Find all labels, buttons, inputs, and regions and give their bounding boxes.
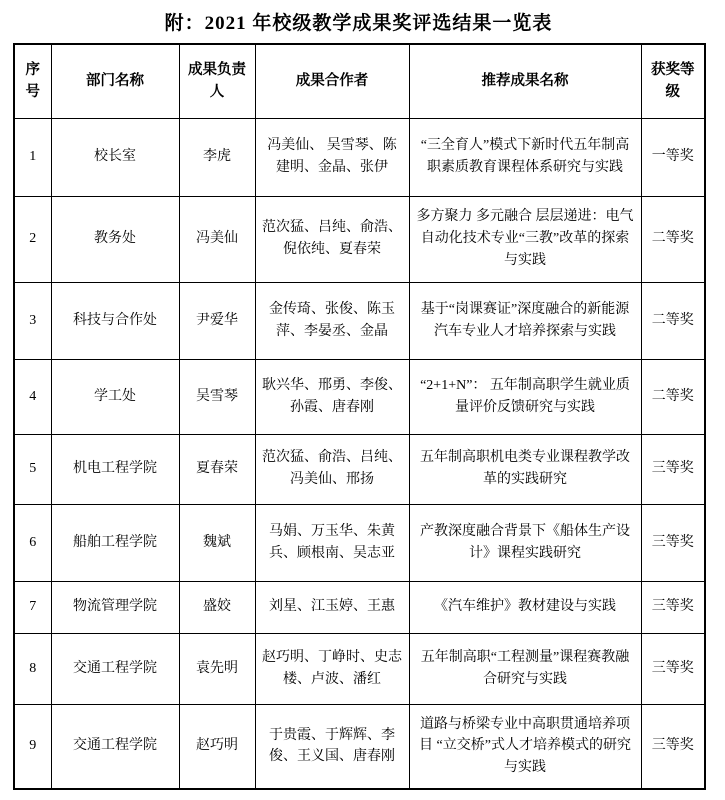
cell-dept: 船舶工程学院 [51,504,179,581]
cell-dept: 教务处 [51,196,179,282]
header-dept: 部门名称 [51,44,179,118]
cell-no: 7 [14,581,51,633]
cell-no: 4 [14,359,51,434]
cell-no: 3 [14,282,51,359]
cell-dept: 机电工程学院 [51,434,179,504]
cell-dept: 交通工程学院 [51,633,179,704]
cell-achievement: 五年制高职机电类专业课程教学改革的实践研究 [409,434,641,504]
table-row [14,633,705,704]
cell-no: 1 [14,118,51,196]
header-achievement: 推荐成果名称 [409,44,641,118]
cell-dept: 交通工程学院 [51,704,179,789]
cell-award: 三等奖 [641,581,705,633]
header-collaborators: 成果合作者 [255,44,409,118]
cell-achievement: 多方聚力 多元融合 层层递进：电气自动化技术专业“三教”改革的探索与实践 [409,196,641,282]
cell-collaborators: 耿兴华、邢勇、李俊、孙霞、唐春刚 [255,359,409,434]
cell-award: 二等奖 [641,282,705,359]
cell-dept: 科技与合作处 [51,282,179,359]
page-title: 附：2021 年校级教学成果奖评选结果一览表 [164,13,553,34]
cell-achievement: “三全育人”模式下新时代五年制高职素质教育课程体系研究与实践 [409,118,641,196]
cell-no: 8 [14,633,51,704]
cell-award: 三等奖 [641,704,705,789]
cell-leader: 夏春荣 [179,434,255,504]
cell-dept: 物流管理学院 [51,581,179,633]
cell-collaborators: 范次猛、吕纯、俞浩、倪依纯、夏春荣 [255,196,409,282]
cell-award: 二等奖 [641,196,705,282]
cell-no: 9 [14,704,51,789]
cell-collaborators: 范次猛、俞浩、吕纯、冯美仙、邢扬 [255,434,409,504]
cell-leader: 魏斌 [179,504,255,581]
cell-leader: 尹爱华 [179,282,255,359]
cell-achievement: 道路与桥梁专业中高职贯通培养项目 “立交桥”式人才培养模式的研究与实践 [409,704,641,789]
cell-collaborators: 冯美仙、 吴雪琴、陈建明、金晶、张伊 [255,118,409,196]
cell-no: 5 [14,434,51,504]
cell-leader: 袁先明 [179,633,255,704]
table-row [14,581,705,633]
cell-award: 一等奖 [641,118,705,196]
table-row [14,196,705,282]
table-row [14,359,705,434]
header-no: 序号 [14,44,51,118]
header-award: 获奖等级 [641,44,705,118]
header-leader: 成果负责人 [179,44,255,118]
cell-dept: 校长室 [51,118,179,196]
cell-no: 2 [14,196,51,282]
cell-achievement: 五年制高职“工程测量”课程赛教融合研究与实践 [409,633,641,704]
cell-collaborators: 于贵霞、于辉辉、李俊、王义国、唐春刚 [255,704,409,789]
cell-leader: 李虎 [179,118,255,196]
table-row [14,504,705,581]
table-row [14,434,705,504]
cell-achievement: 产教深度融合背景下《船体生产设计》课程实践研究 [409,504,641,581]
cell-leader: 吴雪琴 [179,359,255,434]
cell-collaborators: 金传琦、张俊、陈玉萍、李晏丞、金晶 [255,282,409,359]
cell-award: 三等奖 [641,434,705,504]
table-body [14,118,705,789]
cell-award: 二等奖 [641,359,705,434]
cell-award: 三等奖 [641,504,705,581]
cell-award: 三等奖 [641,633,705,704]
table-row [14,282,705,359]
cell-collaborators: 刘星、江玉婷、王惠 [255,581,409,633]
cell-achievement: “2+1+N”： 五年制高职学生就业质量评价反馈研究与实践 [409,359,641,434]
cell-no: 6 [14,504,51,581]
cell-collaborators: 赵巧明、丁峥时、史志楼、卢波、潘红 [255,633,409,704]
cell-leader: 盛姣 [179,581,255,633]
table-row [14,704,705,789]
header-row [14,44,705,118]
cell-achievement: 《汽车维护》教材建设与实践 [409,581,641,633]
table-row [14,118,705,196]
cell-leader: 冯美仙 [179,196,255,282]
cell-achievement: 基于“岗课赛证”深度融合的新能源汽车专业人才培养探索与实践 [409,282,641,359]
table-header [14,44,705,118]
cell-leader: 赵巧明 [179,704,255,789]
cell-collaborators: 马娟、万玉华、朱黄兵、顾根南、吴志亚 [255,504,409,581]
cell-dept: 学工处 [51,359,179,434]
results-table [13,43,706,790]
